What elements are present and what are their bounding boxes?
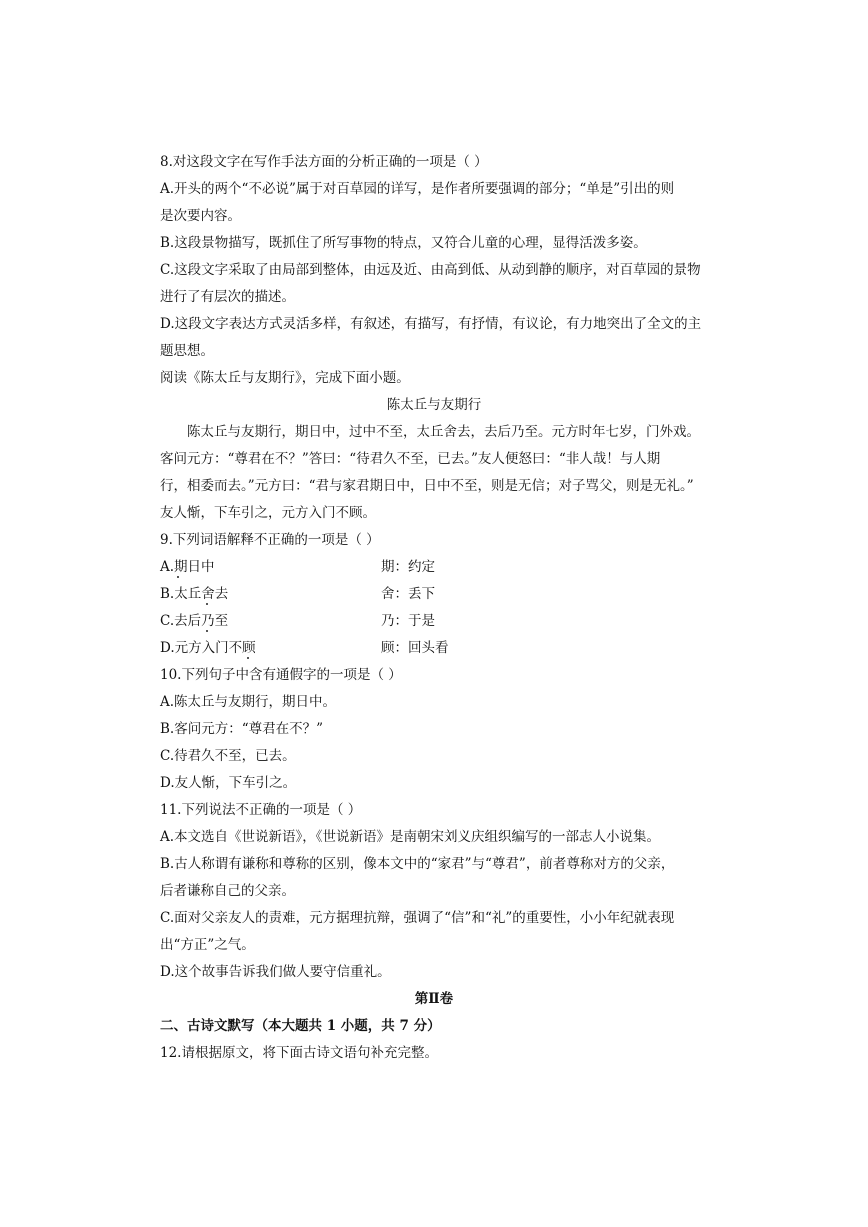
q10-option-c: C.待君久不至，已去。 bbox=[160, 748, 296, 764]
q8-option-b: B.这段景物描写，既抓住了所写事物的特点，又符合儿童的心理，显得活泼多姿。 bbox=[160, 235, 647, 251]
q11-option-d: D.这个故事告诉我们做人要守信重礼。 bbox=[160, 964, 391, 980]
q9-option-c-phrase: C.去后乃至 bbox=[160, 613, 229, 629]
section-heading: 二、古诗文默写（本大题共 1 小题，共 7 分） bbox=[160, 1018, 441, 1034]
q9-option-a-gloss: 期：约定 bbox=[381, 559, 435, 575]
q10-option-b: B.客问元方：“尊君在不？” bbox=[160, 721, 324, 737]
emphasis-dot bbox=[177, 576, 179, 578]
q10-option-d: D.友人惭，下车引之。 bbox=[160, 775, 297, 791]
emphasis-dot bbox=[247, 657, 249, 659]
q9-option-b-gloss: 舍：丢下 bbox=[381, 586, 435, 602]
q8-option-d-cont: 题思想。 bbox=[160, 343, 214, 359]
q8-stem: 8.对这段文字在写作手法方面的分析正确的一项是（ ） bbox=[160, 154, 488, 170]
q8-option-a: A.开头的两个“不必说”属于对百草园的详写，是作者所要强调的部分；“单是”引出的则 bbox=[160, 181, 675, 197]
emphasis-dot bbox=[206, 630, 208, 632]
q9-option-c-gloss: 乃：于是 bbox=[381, 613, 435, 629]
q9-option-a-phrase: A.期日中 bbox=[160, 559, 215, 575]
q11-option-c-cont: 出“方正”之气。 bbox=[160, 937, 255, 953]
q11-option-b-cont: 后者谦称自己的父亲。 bbox=[160, 883, 295, 899]
passage-line-1: 陈太丘与友期行，期日中，过中不至，太丘舍去，去后乃至。元方时年七岁，门外戏。 bbox=[187, 424, 700, 440]
q10-option-a: A.陈太丘与友期行，期日中。 bbox=[160, 694, 337, 710]
q11-stem: 11.下列说法不正确的一项是（ ） bbox=[160, 802, 362, 818]
emphasis-dot bbox=[206, 603, 208, 605]
q11-option-a: A.本文选自《世说新语》，《世说新语》是南朝宋刘义庆组织编写的一部志人小说集。 bbox=[160, 829, 661, 845]
q9-option-d-gloss: 顾：回头看 bbox=[381, 640, 449, 656]
passage-line-2: 客问元方：“尊君在不？”答曰：“待君久不至，已去。”友人便怒曰：“非人哉！与人期 bbox=[160, 451, 661, 467]
q8-option-d: D.这段文字表达方式灵活多样，有叙述，有描写，有抒情，有议论，有力地突出了全文的主 bbox=[160, 316, 702, 332]
q8-option-c-cont: 进行了有层次的描述。 bbox=[160, 289, 295, 305]
q10-stem: 10.下列句子中含有通假字的一项是（ ） bbox=[160, 667, 402, 683]
q8-option-c: C.这段文字采取了由局部到整体，由远及近、由高到低、从动到静的顺序，对百草园的景物 bbox=[160, 262, 701, 278]
passage-title: 陈太丘与友期行 bbox=[386, 397, 482, 413]
q11-option-c: C.面对父亲友人的责难，元方据理抗辩，强调了“信”和“礼”的重要性，小小年纪就表现 bbox=[160, 910, 675, 926]
part-title: 第Ⅱ卷 bbox=[414, 991, 454, 1007]
reading-instruction: 阅读《陈太丘与友期行》，完成下面小题。 bbox=[160, 370, 410, 386]
q9-option-d-phrase: D.元方入门不顾 bbox=[160, 640, 256, 656]
q9-option-b-phrase: B.太丘舍去 bbox=[160, 586, 229, 602]
passage-line-4: 友人惭，下车引之，元方入门不顾。 bbox=[160, 505, 376, 521]
q8-option-a-cont: 是次要内容。 bbox=[160, 208, 241, 224]
q9-stem: 9.下列词语解释不正确的一项是（ ） bbox=[160, 532, 380, 548]
q12-stem: 12.请根据原文，将下面古诗文语句补充完整。 bbox=[160, 1045, 438, 1061]
passage-line-3: 行，相委而去。”元方曰：“君与家君期日中，日中不至，则是无信；对子骂父，则是无礼。” bbox=[160, 478, 694, 494]
q11-option-b: B.古人称谓有谦称和尊称的区别，像本文中的“家君”与“尊君”，前者尊称对方的父亲， bbox=[160, 856, 675, 872]
